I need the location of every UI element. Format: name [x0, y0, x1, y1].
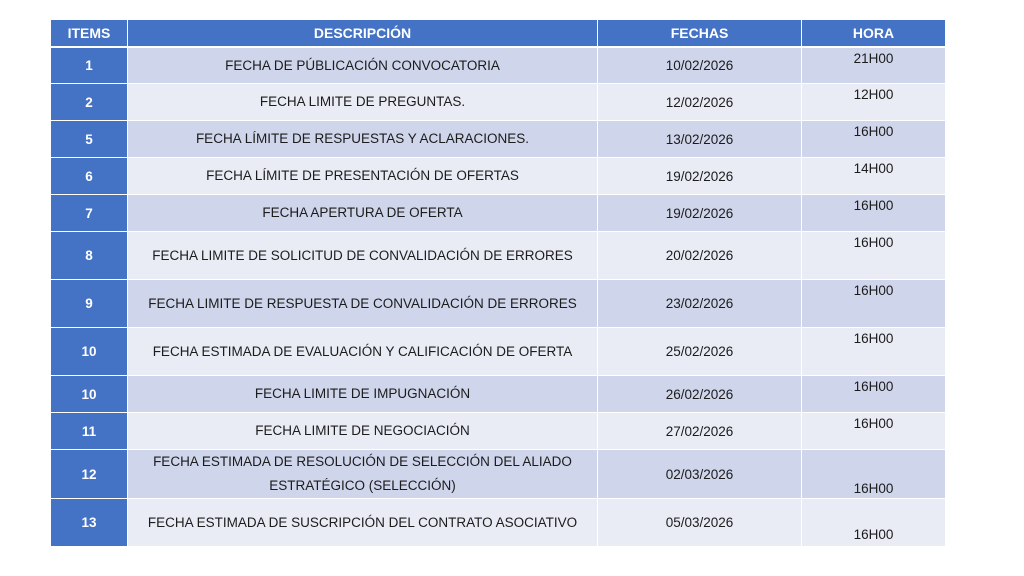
header-row — [51, 20, 945, 48]
row-date: 26/02/2026 — [598, 376, 802, 413]
table-row — [51, 328, 945, 376]
row-hour-cell — [802, 280, 945, 328]
row-description: FECHA ESTIMADA DE RESOLUCIÓN DE SELECCIÓN DEL ALIADO ESTRATÉGICO (SELECCIÓN) — [128, 450, 598, 499]
schedule-table — [51, 20, 945, 547]
row-description: FECHA ESTIMADA DE SUSCRIPCIÓN DEL CONTRATO ASOCIATIVO — [128, 499, 598, 547]
row-date: 12/02/2026 — [598, 84, 802, 121]
row-description: FECHA APERTURA DE OFERTA — [128, 195, 598, 232]
item-number: 2 — [51, 84, 128, 121]
table-row — [51, 376, 945, 413]
row-date: 05/03/2026 — [598, 499, 802, 547]
row-hour: 16H00 — [853, 331, 894, 346]
row-date: 02/03/2026 — [598, 450, 802, 499]
row-hour-cell — [802, 84, 945, 121]
row-hour-cell — [802, 48, 945, 84]
item-number: 7 — [51, 195, 128, 232]
row-hour: 21H00 — [853, 51, 894, 66]
row-hour: 16H00 — [853, 379, 894, 394]
item-number: 9 — [51, 280, 128, 328]
item-number: 10 — [51, 328, 128, 376]
row-hour-cell — [802, 195, 945, 232]
table-row — [51, 413, 945, 450]
row-hour: 16H00 — [853, 416, 894, 431]
table-row — [51, 48, 945, 84]
table-row — [51, 280, 945, 328]
row-hour: 16H00 — [853, 481, 894, 496]
header-items: ITEMS — [51, 20, 128, 48]
row-date: 19/02/2026 — [598, 195, 802, 232]
row-hour: 16H00 — [853, 235, 894, 250]
row-date: 23/02/2026 — [598, 280, 802, 328]
item-number: 8 — [51, 232, 128, 280]
row-description: FECHA LIMITE DE PREGUNTAS. — [128, 84, 598, 121]
item-number: 6 — [51, 158, 128, 195]
row-description: FECHA LÍMITE DE PRESENTACIÓN DE OFERTAS — [128, 158, 598, 195]
row-description: FECHA LÍMITE DE RESPUESTAS Y ACLARACIONES. — [128, 121, 598, 158]
row-hour-cell — [802, 232, 945, 280]
item-number: 11 — [51, 413, 128, 450]
table-row — [51, 195, 945, 232]
table-row — [51, 84, 945, 121]
row-hour: 14H00 — [853, 161, 894, 176]
item-number: 1 — [51, 48, 128, 84]
item-number: 5 — [51, 121, 128, 158]
row-hour-cell — [802, 499, 945, 547]
row-description: FECHA DE PÚBLICACIÓN CONVOCATORIA — [128, 48, 598, 84]
table-row — [51, 158, 945, 195]
row-hour: 16H00 — [853, 527, 894, 542]
row-hour-cell — [802, 450, 945, 499]
row-date: 13/02/2026 — [598, 121, 802, 158]
row-description: FECHA LIMITE DE IMPUGNACIÓN — [128, 376, 598, 413]
table-row — [51, 450, 945, 499]
row-date: 25/02/2026 — [598, 328, 802, 376]
row-hour-cell — [802, 376, 945, 413]
table-row — [51, 499, 945, 547]
row-hour-cell — [802, 121, 945, 158]
row-date: 19/02/2026 — [598, 158, 802, 195]
row-hour-cell — [802, 158, 945, 195]
row-date: 20/02/2026 — [598, 232, 802, 280]
row-hour-cell — [802, 413, 945, 450]
row-date: 10/02/2026 — [598, 48, 802, 84]
row-description: FECHA ESTIMADA DE EVALUACIÓN Y CALIFICACIÓN DE OFERTA — [128, 328, 598, 376]
row-hour: 12H00 — [853, 87, 894, 102]
row-hour-cell — [802, 328, 945, 376]
row-description: FECHA LIMITE DE RESPUESTA DE CONVALIDACIÓN DE ERRORES — [128, 280, 598, 328]
header-hour: HORA — [802, 20, 945, 48]
table-row — [51, 232, 945, 280]
header-description: DESCRIPCIÓN — [128, 20, 598, 48]
row-description: FECHA LIMITE DE NEGOCIACIÓN — [128, 413, 598, 450]
item-number: 12 — [51, 450, 128, 499]
row-date: 27/02/2026 — [598, 413, 802, 450]
table-row — [51, 121, 945, 158]
row-hour: 16H00 — [853, 198, 894, 213]
row-hour: 16H00 — [853, 283, 894, 298]
item-number: 13 — [51, 499, 128, 547]
item-number: 10 — [51, 376, 128, 413]
row-hour: 16H00 — [853, 124, 894, 139]
row-description: FECHA LIMITE DE SOLICITUD DE CONVALIDACIÓN DE ERRORES — [128, 232, 598, 280]
header-dates: FECHAS — [598, 20, 802, 48]
